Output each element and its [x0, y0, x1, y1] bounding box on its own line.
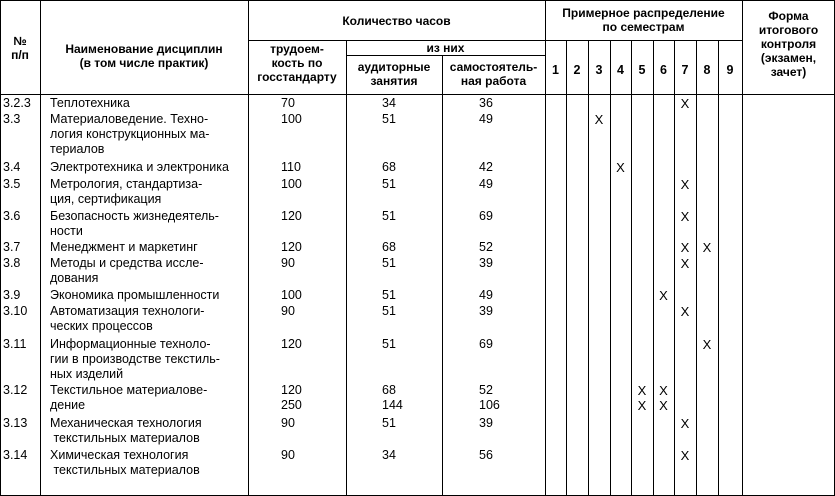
row-self: 52 — [479, 240, 493, 254]
semester-mark: X — [659, 383, 668, 398]
row-name: Химическая технология текстильных материалов — [50, 448, 200, 477]
row-aud: 51 — [382, 209, 396, 223]
semester-number: 6 — [660, 63, 667, 77]
header-num: № п/п — [11, 34, 29, 62]
row-num: 3.12 — [3, 383, 28, 397]
row-total: 100 — [281, 112, 302, 126]
semester-number: 2 — [573, 63, 581, 77]
semester-mark: X — [659, 398, 668, 413]
row-aud: 68 144 — [382, 383, 403, 412]
row-num: 3.6 — [3, 209, 21, 223]
semester-mark: X — [637, 383, 647, 398]
row-total: 70 — [281, 96, 295, 110]
semester-mark: X — [616, 160, 625, 175]
semester-mark: X — [680, 304, 690, 319]
header-aud: аудиторные занятия — [357, 60, 431, 88]
row-total: 120 — [281, 209, 302, 223]
row-self: 39 — [479, 416, 493, 430]
row-name: Менеджмент и маркетинг — [50, 240, 198, 254]
semester-mark: X — [680, 209, 690, 224]
semester-mark: X — [680, 256, 690, 271]
row-num: 3.8 — [3, 256, 21, 270]
semester-mark: X — [680, 448, 690, 463]
row-num: 3.7 — [3, 240, 21, 254]
semester-number: 5 — [638, 63, 646, 77]
row-name: Автоматизация технологи- ческих процессов — [50, 304, 205, 333]
row-name: Текстильное материалове- дение — [50, 383, 208, 412]
row-self: 39 — [479, 256, 493, 270]
row-aud: 34 — [382, 96, 396, 110]
row-aud: 51 — [382, 304, 396, 318]
row-aud: 51 — [382, 337, 396, 351]
row-name: Материаловедение. Техно- логия конструкционных ма- териалов — [50, 112, 210, 156]
semester-number: 4 — [617, 63, 624, 77]
row-aud: 34 — [382, 448, 396, 462]
header-self: самостоятель- ная работа — [449, 60, 538, 88]
row-total: 90 — [281, 448, 295, 462]
row-total: 110 — [281, 160, 301, 174]
header-control: Форма итогового контроля (экзамен, зачет) — [758, 9, 819, 79]
row-num: 3.11 — [3, 337, 27, 351]
header-hours: Количество часов — [342, 14, 451, 28]
semester-mark: X — [680, 240, 690, 255]
semester-mark: X — [594, 112, 604, 127]
row-num: 3.14 — [3, 448, 28, 462]
row-aud: 68 — [382, 240, 396, 254]
row-aud: 51 — [382, 288, 396, 302]
row-self: 49 — [479, 288, 493, 302]
row-total: 100 — [281, 288, 302, 302]
row-self: 42 — [479, 160, 493, 174]
row-total: 120 — [281, 337, 302, 351]
row-total: 100 — [281, 177, 302, 191]
row-name: Информационные техноло- гии в производстве текстиль- ных изделий — [50, 337, 220, 381]
row-total: 120 250 — [281, 383, 302, 412]
row-aud: 68 — [382, 160, 396, 174]
row-self: 69 — [479, 209, 493, 223]
row-num: 3.3 — [3, 112, 21, 126]
row-name: Механическая технология текстильных материалов — [50, 416, 202, 445]
row-name: Экономика промышленности — [50, 288, 220, 302]
row-name: Электротехника и электроника — [50, 160, 229, 174]
row-aud: 51 — [382, 256, 396, 270]
row-self: 36 — [479, 96, 493, 110]
semester-number: 7 — [681, 63, 689, 77]
row-self: 52 106 — [479, 383, 500, 412]
semester-mark: X — [702, 240, 712, 255]
header-name: Наименование дисциплин (в том числе практик) — [65, 42, 223, 70]
semester-mark: X — [702, 337, 712, 352]
row-name: Метрология, стандартиза- ция, сертификация — [50, 177, 203, 206]
row-aud: 51 — [382, 177, 396, 191]
row-self: 39 — [479, 304, 493, 318]
row-self: 56 — [479, 448, 493, 462]
semester-mark: X — [680, 177, 690, 192]
row-self: 49 — [479, 177, 493, 191]
row-num: 3.5 — [3, 177, 21, 191]
header-of-them: из них — [426, 41, 465, 55]
header-distribution: Примерное распределение по семестрам — [562, 6, 725, 34]
semester-number: 9 — [726, 63, 734, 77]
row-num: 3.10 — [3, 304, 28, 318]
row-name: Теплотехника — [50, 96, 130, 110]
row-num: 3.2.3 — [3, 96, 31, 110]
semester-mark: X — [659, 288, 668, 303]
row-self: 69 — [479, 337, 493, 351]
semester-mark: X — [680, 416, 690, 431]
row-num: 3.13 — [3, 416, 28, 430]
row-total: 90 — [281, 256, 295, 270]
row-name: Методы и средства иссле- дования — [50, 256, 204, 285]
row-name: Безопасность жизнедеятель- ности — [50, 209, 219, 238]
row-total: 90 — [281, 304, 295, 318]
semester-mark: X — [637, 398, 647, 413]
header-total: трудоем- кость по госстандарту — [257, 42, 337, 84]
row-num: 3.9 — [3, 288, 21, 302]
row-total: 90 — [281, 416, 295, 430]
row-self: 49 — [479, 112, 493, 126]
row-total: 120 — [281, 240, 302, 254]
semester-number: 3 — [595, 63, 603, 77]
semester-number: 1 — [552, 63, 559, 77]
row-num: 3.4 — [3, 160, 21, 174]
row-aud: 51 — [382, 416, 396, 430]
semester-number: 8 — [703, 63, 711, 77]
semester-mark: X — [680, 96, 690, 111]
row-aud: 51 — [382, 112, 396, 126]
